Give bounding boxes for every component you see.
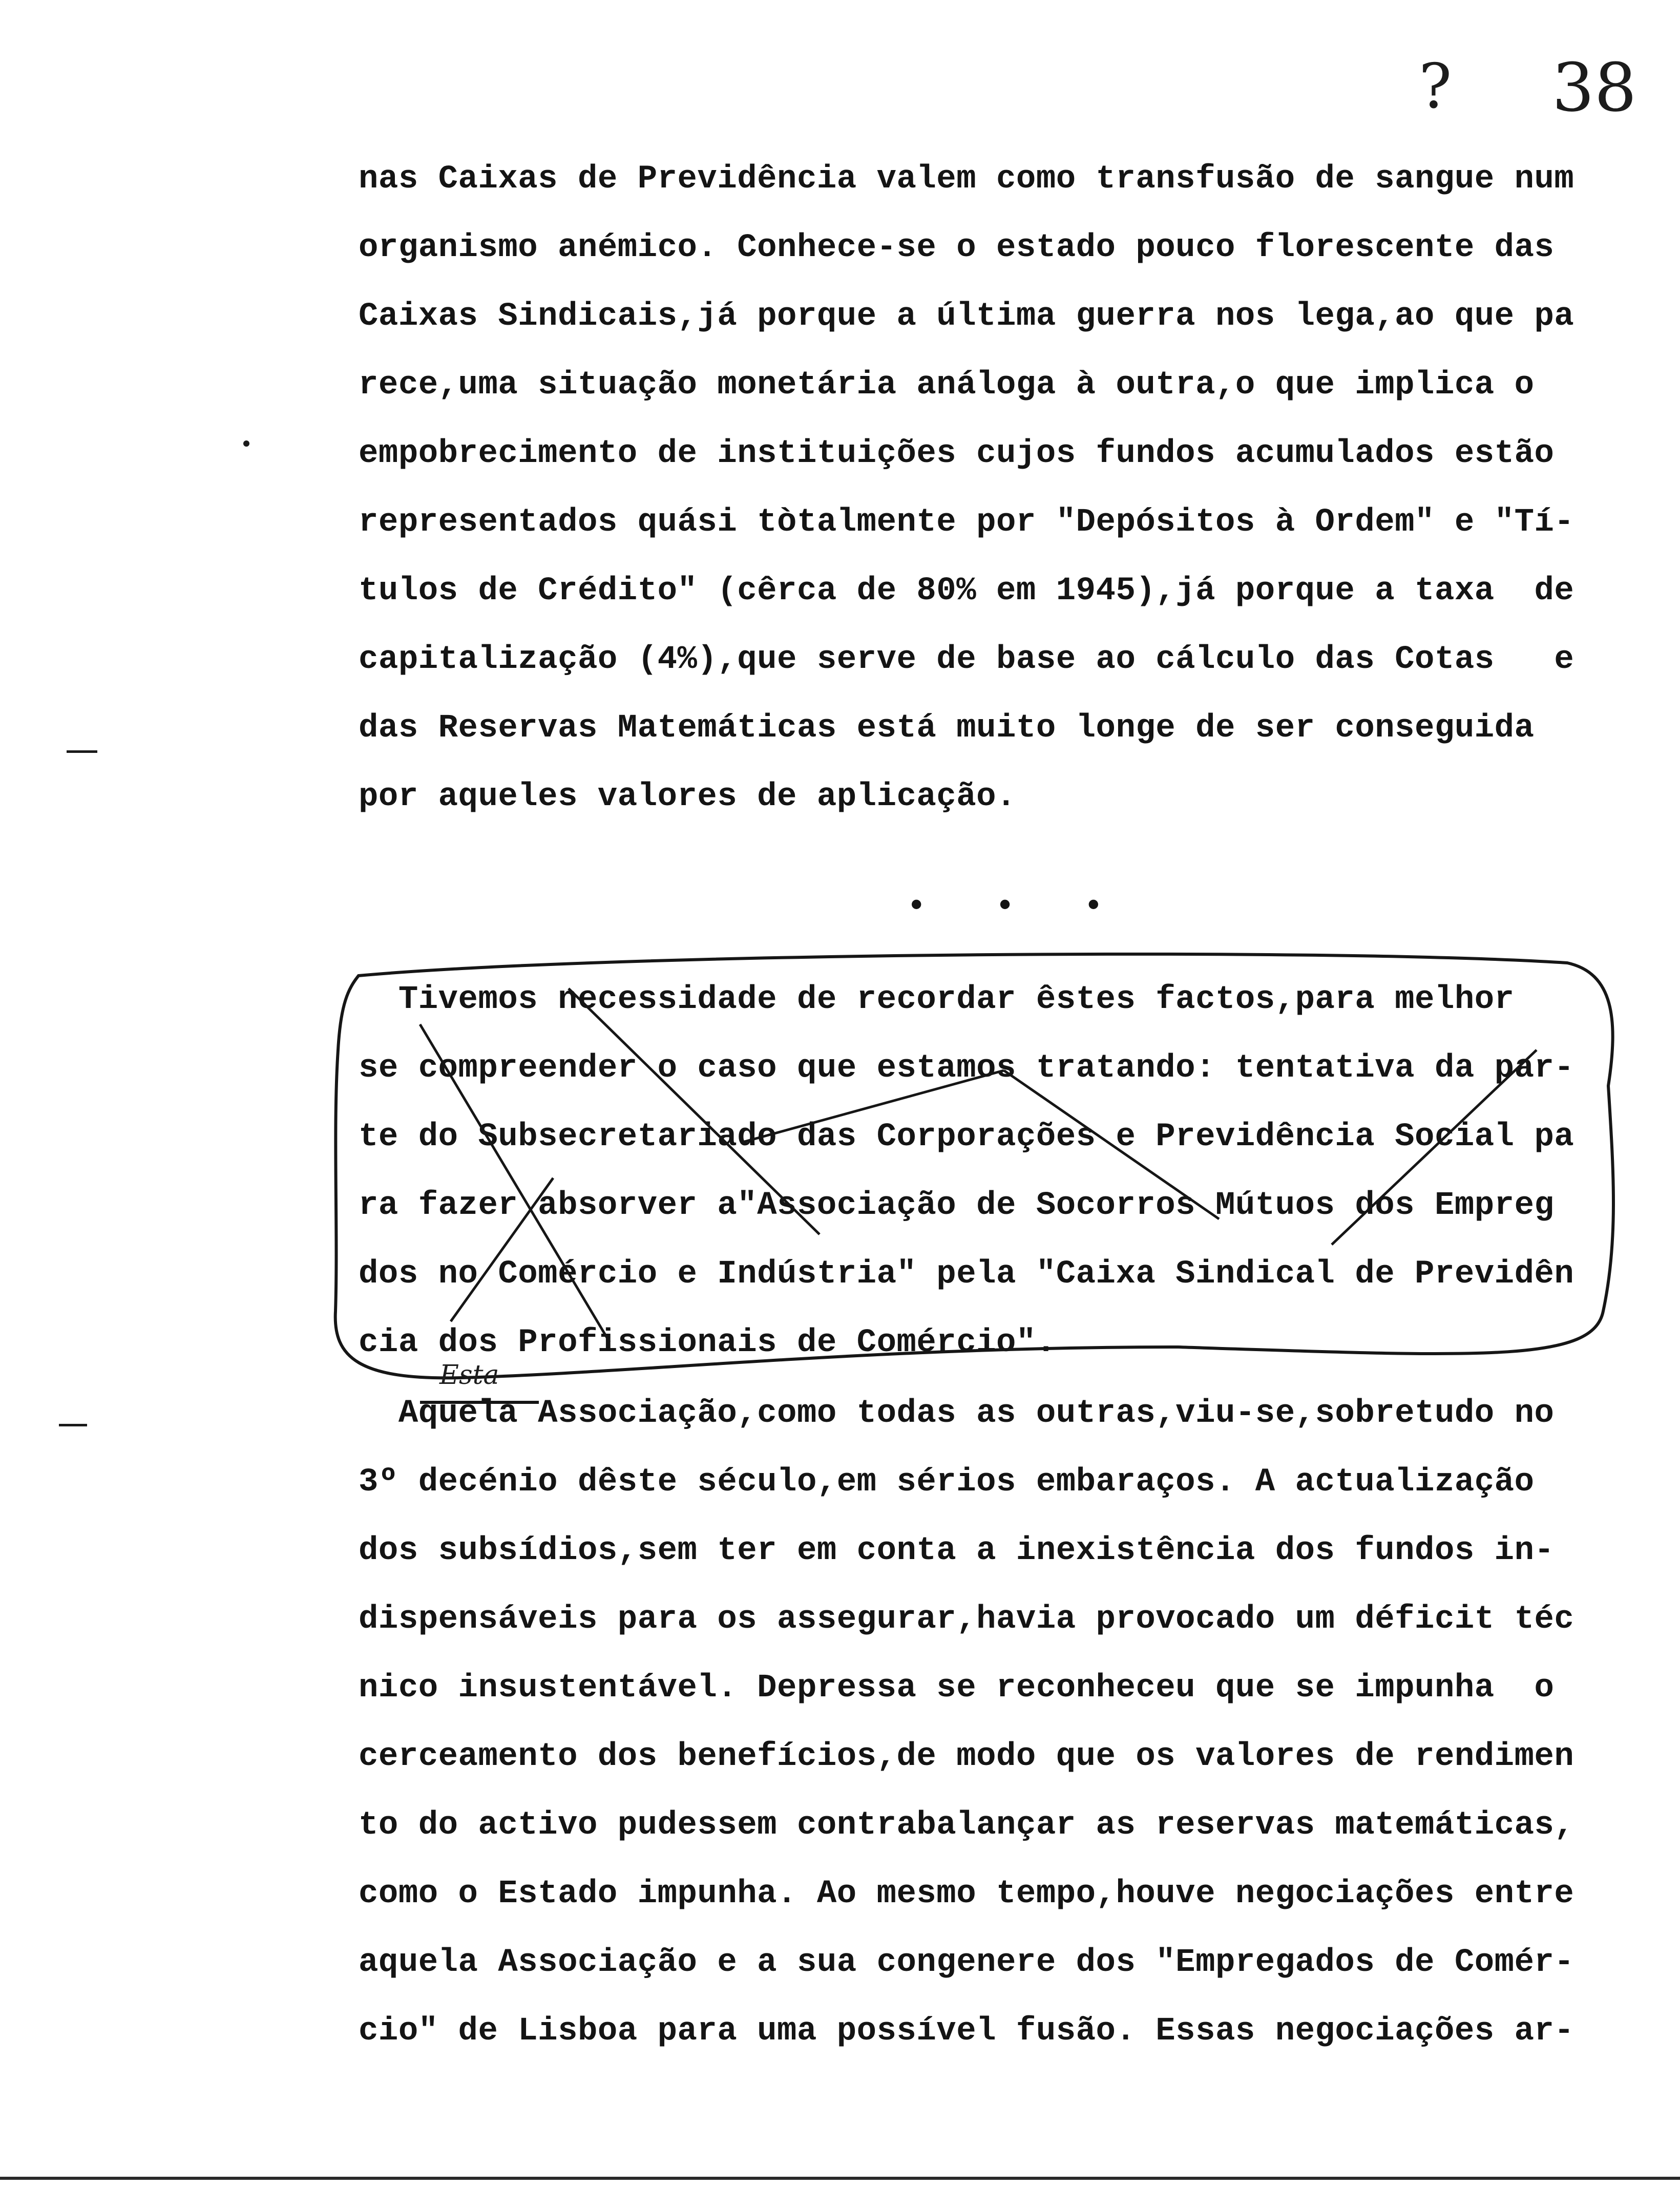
text-line: como o Estado impunha. Ao mesmo tempo,houve negociações entre <box>359 1876 1574 1912</box>
text-line: Caixas Sindicais,já porque a última guerra nos lega,ao que pa <box>359 298 1574 335</box>
handwritten-insertion: Esta <box>439 1360 499 1391</box>
text-line: por aqueles valores de aplicação. <box>359 779 1016 815</box>
text-line: nas Caixas de Previdência valem como transfusão de sangue num <box>359 161 1574 198</box>
text-line: aquela Associação e a sua congenere dos "Empregados de Comér- <box>359 1944 1574 1981</box>
text-line: ra fazer absorver a"Associação de Socorros Mútuos dos Empreg <box>359 1187 1555 1224</box>
text-line: se compreender o caso que estamos tratando: tentativa da par- <box>359 1050 1574 1087</box>
text-line: cia dos Profissionais de Comércio". <box>359 1324 1056 1361</box>
stray-dot-mark <box>243 440 249 447</box>
text-line: das Reservas Matemáticas está muito longe de ser conseguida <box>359 710 1535 747</box>
margin-dash-mark <box>59 1424 87 1426</box>
text-line: representados quási tòtalmente por "Depósitos à Ordem" e "Tí- <box>359 504 1574 541</box>
text-line: cerceamento dos benefícios,de modo que os valores de rendimen <box>359 1738 1574 1775</box>
section-separator: • • • <box>907 889 1128 925</box>
text-line: to do activo pudessem contrabalançar as reservas matemáticas, <box>359 1807 1574 1844</box>
text-line: te do Subsecretariado das Corporações e Previdência Social pa <box>359 1119 1574 1155</box>
text-line: dispensáveis para os assegurar,havia provocado um déficit téc <box>359 1601 1574 1638</box>
text-line: organismo anémico. Conhece-se o estado pouco florescente das <box>359 229 1555 266</box>
margin-dash-mark <box>67 750 97 753</box>
text-line: rece,uma situação monetária análoga à outra,o que implica o <box>359 367 1535 404</box>
page-number-handwritten: 38 <box>1552 49 1637 127</box>
text-line: 3º decénio dêste século,em sérios embaraços. A actualização <box>359 1464 1535 1501</box>
text-line: empobrecimento de instituições cujos fundos acumulados estão <box>359 435 1555 472</box>
text-line: nico insustentável. Depressa se reconheceu que se impunha o <box>359 1670 1555 1707</box>
text-line: Aquela Associação,como todas as outras,viu-se,sobretudo no <box>359 1395 1555 1432</box>
scan-bottom-edge <box>0 2177 1680 2180</box>
text-line: dos subsídios,sem ter em conta a inexistência dos fundos in- <box>359 1532 1555 1569</box>
text-line: Tivemos necessidade de recordar êstes factos,para melhor <box>359 981 1515 1018</box>
text-line: dos no Comércio e Indústria" pela "Caixa Sindical de Previdên <box>359 1256 1574 1293</box>
text-line: tulos de Crédito" (cêrca de 80% em 1945),já porque a taxa de <box>359 573 1574 609</box>
text-line: cio" de Lisboa para uma possível fusão. Essas negociações ar- <box>359 2013 1574 2050</box>
text-line: capitalização (4%),que serve de base ao cálculo das Cotas e <box>359 641 1574 678</box>
corner-question-mark: ? <box>1419 51 1452 122</box>
